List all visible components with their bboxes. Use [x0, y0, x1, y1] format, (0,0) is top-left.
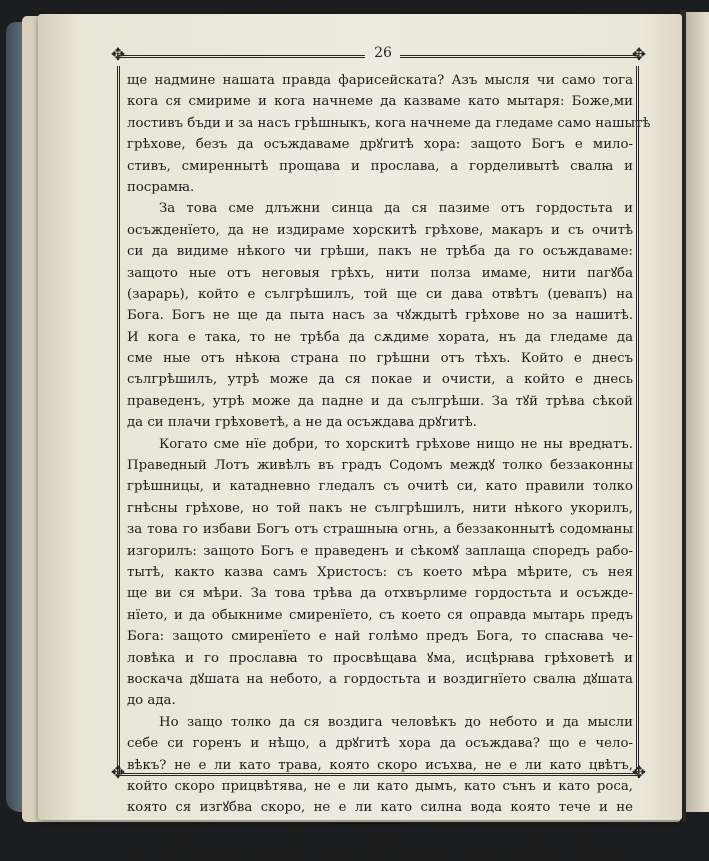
text-line: ще ви ся мѣри. За това трѣва да отхвърлиме гордостьта и осъжде- — [127, 586, 633, 602]
text-line: (зарарь), който е сългрѣшилъ, той ще си дава отвѣтъ (џевапъ) на — [127, 286, 633, 302]
text-line: кога ся смириме и кога начнеме да казваме като мытаря: Боже,ми — [127, 94, 633, 110]
text-line: ся връща? не е ли прьсть, смрадъ и гной? воистиннѫ тъй е. И — [127, 821, 633, 837]
text-line: лостивъ бъди и за насъ грѣшныкъ, кога начнеме да гледаме само нашытѣ — [127, 115, 651, 131]
text-line: гнѣсны грѣхове, но той пакъ не сългрѣшилъ, нити нѣкого укорилъ, — [127, 500, 633, 516]
text-line: изгорилъ: защото Богъ е праведенъ и сѣкомꙋ заплаща споредъ рабо- — [127, 543, 633, 559]
text-line: си да видиме нѣкого чи грѣши, пакъ не трѣба да го осъждаваме: — [127, 244, 633, 260]
text-line: посрамꙗ. — [127, 179, 195, 195]
text-line: ще надмине нашата правда фарисейската? Азъ мысля чи само тога — [127, 73, 633, 88]
text-line: до ада. — [127, 693, 176, 709]
text-line: себе си горенъ и нѣщо, а дрꙋгитѣ хора да осъждава? що е чело- — [127, 736, 633, 752]
header-rule-left — [117, 55, 365, 58]
text-line: грѣхове, безъ да осъждаваме дрꙋгитѣ хора: защото Богъ е мило- — [127, 137, 633, 153]
text-line: да си плачи грѣховетѣ, а не да осъждава дрꙋгитѣ. — [127, 415, 477, 431]
text-line: защото ныe отъ неговыя грѣхъ, нити полза имаме, нити пагꙋба — [127, 265, 633, 281]
text-line: праведенъ, утрѣ може да падне и да сългрѣши. За тꙋй трѣва сѣкой — [127, 393, 633, 409]
body-text — [127, 70, 651, 859]
text-line: И кога е така, то не трѣба да сѫдиме хората, нъ да гледаме да — [127, 329, 633, 345]
text-line: стивъ, смиреннытѣ прощава и прослава, а горделивытѣ свалꙗ и — [127, 158, 633, 174]
text-line: тытѣ, както казва самъ Христосъ: съ което мѣра мѣрите, съ нея — [127, 564, 633, 580]
text-line: който скоро прицвѣтява, не е ли като дымъ, като сънъ и като роса, — [127, 778, 633, 794]
text-line: Когато сме нїе добри, то хорскитѣ грѣхове нищо не ны вредꙗтъ. — [159, 436, 633, 452]
text-line: кога е человѣкъ такъвъ, то нека помысламъ горделивитѣ и лꙋкавитѣ — [127, 843, 633, 859]
text-line: сългрѣшилъ, утрѣ може да ся покае и очисти, а който е днесь — [127, 372, 633, 388]
text-line: осъжденїето, да не издираме хорскитѣ грѣхове, макаръ и съ очитѣ — [127, 222, 633, 238]
text-line: грѣшницы, и катадневно гледалъ съ очитѣ си, като правили толко — [127, 479, 633, 495]
page-number: 26 — [374, 45, 392, 61]
text-line: нїето, и да обыкниме смиренїето, съ което ся оправда мытарь предъ — [127, 607, 633, 623]
text-line: ловѣка и го прославꙗ то просвѣщава ꙋма, исцѣрꙗва грѣховетѣ и — [127, 650, 633, 666]
text-line: Праведный Лотъ живѣлъ въ градъ Содомъ междꙋ толко беззаконны — [127, 458, 633, 474]
text-line: Бога: защото смиренїето е най голѣмо предъ Бога, то спасꙗва чe- — [127, 629, 633, 645]
header-rule-right — [400, 55, 639, 58]
fleuron-icon: ✥ — [110, 763, 126, 783]
fleuron-icon: ✥ — [631, 763, 647, 783]
fleuron-icon: ✥ — [110, 45, 126, 65]
text-line: вѣкъ? не е ли като трава, която скоро исъхва, не е ли като цвѣтъ, — [127, 757, 633, 773]
text-line: Но защо толко да ся воздига человѣкъ до небото и да мысли — [159, 714, 633, 730]
fleuron-icon: ✥ — [631, 45, 647, 65]
facing-page-edge — [684, 12, 709, 812]
text-line: Бога. Богъ не ще да пыта насъ за чꙋждытѣ грѣхове но за нашитѣ. — [127, 308, 633, 324]
text-line: за това го избави Богъ отъ страшныꙗ огнь, а беззаконнытѣ содомꙗны — [127, 522, 633, 538]
text-line: която ся изгꙋбва скоро, не е ли като силна вода която тече и не — [127, 800, 633, 816]
text-line: сме ныe отъ нѣкоꙗ страна по грѣшни отъ тѣхъ. Който е днесъ — [127, 351, 633, 367]
text-line: воскача дꙋшата на небото, а гордостьта и воздигнїето свалꙗ дꙋшата — [127, 671, 633, 687]
text-line: За това сме длъжни синца да ся пазиме отъ гордостьта и — [159, 201, 633, 217]
